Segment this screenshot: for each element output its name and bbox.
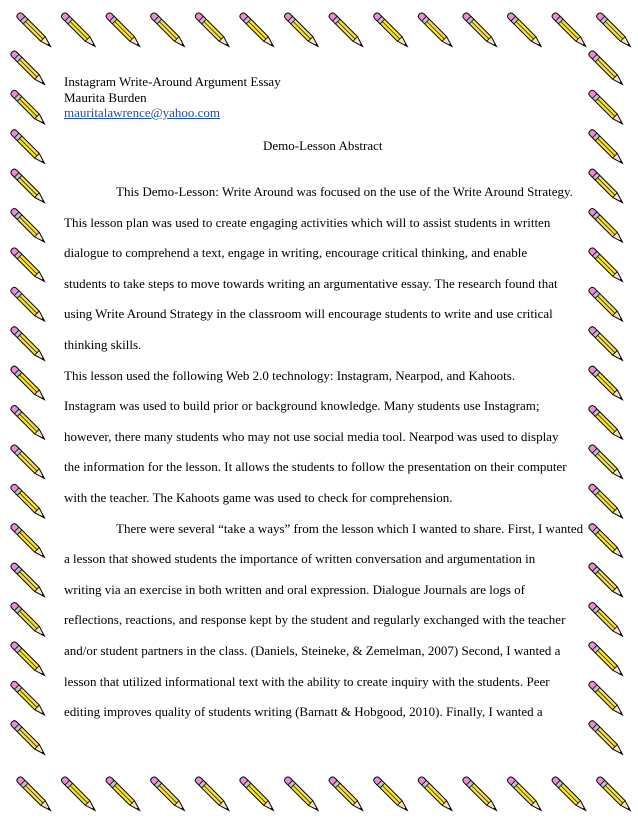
pencil-icon	[588, 247, 625, 284]
pencil-icon	[551, 12, 588, 49]
pencil-icon	[10, 168, 47, 205]
pencil-icon	[10, 207, 47, 244]
pencil-icon	[10, 404, 47, 441]
pencil-icon	[10, 680, 47, 717]
pencil-icon	[239, 12, 276, 49]
text-line: This lesson plan was used to create engaging activities which will to assist students in written	[64, 214, 551, 230]
pencil-icon	[328, 12, 365, 49]
text-line: and/or student partners in the class. (Daniels, Steineke, & Zemelman, 2007) Second, I wanted a	[64, 642, 561, 658]
author-name: Maurita Burden	[64, 89, 147, 105]
pencil-icon	[10, 601, 47, 638]
abstract-heading: Demo-Lesson Abstract	[263, 138, 383, 153]
pencil-icon	[588, 483, 625, 520]
pencil-icon	[596, 776, 633, 813]
pencil-icon	[551, 776, 588, 813]
pencil-icon	[105, 776, 142, 813]
pencil-icon	[328, 776, 365, 813]
text-line: thinking skills.	[64, 336, 142, 352]
pencil-icon	[588, 523, 625, 560]
text-line: lesson that utilized informational text with the ability to create inquiry with the students. Peer	[64, 673, 550, 689]
pencil-icon	[588, 601, 625, 638]
text-line: with the teacher. The Kahoots game was used to check for comprehension.	[64, 489, 453, 505]
pencil-icon	[588, 365, 625, 402]
author-email-link[interactable]: mauritalawrence@yahoo.com	[64, 105, 220, 120]
text-line: reflections, reactions, and response kept by the student and regularly exchanged with the teacher	[64, 612, 566, 628]
pencil-icon	[588, 129, 625, 166]
pencil-icon	[417, 776, 454, 813]
pencil-icon	[10, 247, 47, 284]
pencil-icon	[60, 12, 97, 49]
pencil-icon	[373, 776, 410, 813]
text-line: however, there many students who may not use social media tool. Nearpod was used to display	[64, 428, 559, 444]
text-line: This lesson used the following Web 2.0 technology: Instagram, Nearpod, and Kahoots.	[64, 367, 516, 383]
pencil-icon	[10, 641, 47, 678]
pencil-icon	[10, 89, 47, 126]
pencil-icon	[588, 720, 625, 757]
pencil-icon	[588, 562, 625, 599]
pencil-icon	[506, 12, 543, 49]
abstract-body	[64, 177, 584, 728]
pencil-icon	[150, 776, 187, 813]
text-line: the information for the lesson. It allows the students to follow the presentation on their computer	[64, 459, 567, 475]
pencil-icon	[150, 12, 187, 49]
pencil-icon	[16, 776, 53, 813]
pencil-icon	[105, 12, 142, 49]
pencil-icon	[10, 129, 47, 166]
pencil-icon	[10, 50, 47, 87]
text-line: students to take steps to move towards writing an argumentative essay. The research found that	[64, 275, 558, 291]
pencil-icon	[462, 12, 499, 49]
pencil-icon	[60, 776, 97, 813]
text-line: There were several “take a ways” from the lesson which I wanted to share. First, I wanted	[116, 520, 584, 536]
pencil-icon	[588, 641, 625, 678]
text-line: a lesson that showed students the importance of written conversation and argumentation in	[64, 551, 536, 567]
pencil-icon	[417, 12, 454, 49]
pencil-icon	[10, 326, 47, 363]
pencil-icon	[588, 50, 625, 87]
pencil-icon	[588, 326, 625, 363]
pencil-icon	[10, 286, 47, 323]
text-line: editing improves quality of students writing (Barnatt & Hobgood, 2010). Finally, I wanted a	[64, 704, 543, 720]
pencil-icon	[462, 776, 499, 813]
document-header	[64, 74, 584, 121]
text-line: writing via an exercise in both written and oral expression. Dialogue Journals are logs of	[64, 581, 526, 597]
pencil-icon	[588, 89, 625, 126]
text-line: This Demo-Lesson: Write Around was focused on the use of the Write Around Strategy.	[116, 184, 573, 199]
pencil-icon	[10, 365, 47, 402]
text-line: Instagram was used to build prior or background knowledge. Many students use Instagram;	[64, 398, 540, 414]
text-line: using Write Around Strategy in the classroom will encourage students to write and use critical	[64, 306, 553, 322]
pencil-icon	[373, 12, 410, 49]
pencil-icon	[10, 523, 47, 560]
pencil-icon	[194, 776, 231, 813]
pencil-icon	[596, 12, 633, 49]
pencil-icon	[194, 12, 231, 49]
pencil-icon	[10, 444, 47, 481]
pencil-icon	[16, 12, 53, 49]
pencil-icon	[283, 776, 320, 813]
pencil-icon	[283, 12, 320, 49]
pencil-icon	[10, 483, 47, 520]
pencil-icon	[588, 207, 625, 244]
pencil-icon	[588, 680, 625, 717]
pencil-icon	[588, 444, 625, 481]
pencil-icon	[588, 286, 625, 323]
essay-title: Instagram Write-Around Argument Essay	[64, 74, 281, 89]
text-line: dialogue to comprehend a text, engage in writing, encourage critical thinking, and enable	[64, 245, 528, 261]
pencil-icon	[588, 404, 625, 441]
pencil-icon	[506, 776, 543, 813]
pencil-icon	[588, 168, 625, 205]
pencil-icon	[10, 720, 47, 757]
pencil-icon	[239, 776, 276, 813]
pencil-icon	[10, 562, 47, 599]
